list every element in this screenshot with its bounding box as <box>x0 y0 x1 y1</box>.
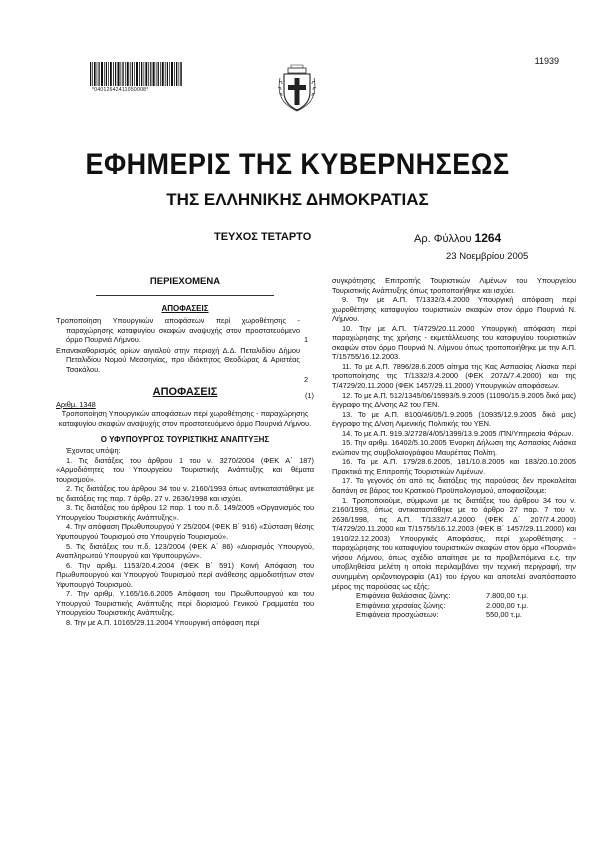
area-row <box>332 610 576 620</box>
area-row <box>332 601 576 611</box>
sheet-number-label: Αρ. Φύλλου <box>414 233 472 245</box>
considerand-item: συγκρότησης Επιτροπής Τουριστικών Λιμένων του Υπουργείου Τουριστικής Ανάπτυξης όπως τροποποιήθηκε και ισχύει. <box>332 276 576 295</box>
contents-section-heading: ΑΠΟΦΑΣΕΙΣ <box>161 303 209 313</box>
area-label: Επιφάνεια χερσαίας ζώνης: <box>356 600 446 610</box>
sheet-number <box>414 231 501 245</box>
considerand-item: 6. Την αριθμ. 1153/20.4.2004 (ΦΕΚ Β΄ 591) Κοινή Απόφαση του Πρωθυπουργού και Υπουργού Τουρισμού περί ανάθεσης αρμοδιοτήτων στον Υφυπουργό Τουρισμού. <box>56 560 314 589</box>
considerand-item: 8. Την με Α.Π. 10165/29.11.2004 Υπουργική απόφαση περί <box>66 617 260 627</box>
considerand-item: 3. Τις διατάξεις του άρθρου 12 παρ. 1 του π.δ. 149/2005 «Οργανισμός του Υπουργείου Τουριστικής Ανάπτυξης». <box>56 503 314 522</box>
issue-label: ΤΕΥΧΟΣ ΤΕΤΑΡΤΟ <box>214 231 312 243</box>
gazette-subtitle: ΤΗΣ ΕΛΛΗΝΙΚΗΣ ΔΗΜΟΚΡΑΤΙΑΣ <box>166 190 429 209</box>
area-value: 2.000,00 τ.μ. <box>486 600 529 610</box>
considerand-item: 10. Την με Α.Π. Τ/4729/20.11.2000 Υπουργική απόφαση περί παραχώρησης της χρήσης - εκμετάλλευσης του καταφυγίου τουριστικών σκαφών στον όρμο Πουρνιά Ν. Λήμνου όπως τροποποιήθηκε με την Α.Π. Τ/15755/16.12.2003. <box>332 323 576 362</box>
area-label: Επιφάνεια θαλάσσιας ζώνης: <box>356 591 451 601</box>
decision-intro: Έχοντας υπόψη: <box>66 446 121 456</box>
decisions-heading-text: ΑΠΟΦΑΣΕΙΣ <box>152 386 218 399</box>
area-value: 550,00 τ.μ. <box>486 610 522 620</box>
left-column <box>56 276 314 628</box>
contents-heading: ΠΕΡΙΕΧΟΜΕΝΑ <box>149 276 221 287</box>
considerand-item: 11. Το με Α.Π. 7896/28.6.2005 αίτημα της Κας Ασπασίας Λίασκα περί τροποποίησης της Τ/1332/3.4.2000 (ΦΕΚ 207Δ/7.4.2000) και της Τ/4729/20.11.2000 (ΦΕΚ 1457/29.11.2000) Υπουργικών αποφάσεων. <box>332 361 576 391</box>
contents-item: Τροποποίηση Υπουργικών αποφάσεων περί χωροθέτησης - παραχώρησης καταφυγίου σκαφών αναψυχής στον προστατευόμενο όρμο Πουρνιά Λήμνου. 1 <box>56 316 314 345</box>
decision-authority: Ο ΥΦΥΠΟΥΡΓΟΣ ΤΟΥΡΙΣΤΙΚΗΣ ΑΝΑΠΤΥΞΗΣ <box>100 434 270 444</box>
considerand-item: 1. Τις διατάξεις του άρθρου 1 του ν. 3270/2004 (ΦΕΚ Α΄ 187) «Αρμοδιότητες του Υπουργείου Τουριστικής Ανάπτυξης και θέματα τουρισμού». <box>56 455 314 484</box>
decision-ref: Αριθμ. 1348 <box>56 399 96 409</box>
issue-date: 23 Νοεμβρίου 2005 <box>446 251 529 262</box>
right-column <box>332 276 576 620</box>
considerand-item: 9. Την με Α.Π. Τ/1332/3.4.2000 Υπουργική απόφαση περί χωροθέτησης καταφυγίου τουριστικών σκαφών στον όρμο Πουρνιά Ν. Λήμνου. <box>332 295 576 324</box>
considerand-item: 14. Το με Α.Π. 919.3/2728/4/05/1399/13.9.2005 /ΠΝ/Υπηρεσία Φάρων. <box>342 428 574 438</box>
decision-article: 1. Τροποποιούμε, σύμφωνα με τις διατάξεις του άρθρου 34 του ν. 2160/1993, όπως αντικαταστάθηκε με το άρθρο 27 παρ. 7 του ν. 2636/1998, τις Α.Π. Τ/1332/7.4.2000 (ΦΕΚ Δ΄ 207/7.4.2000) Τ/4729/20.11.2000 και Τ/15755/16.12.2003 (ΦΕΚ Β΄ 1457/29.11.2000) και 1910/22.12.2003) Υπουργικές Αποφάσεις, περί χωροθέτησης - παραχώρησης του καταφυγίου τουριστικών σκαφών στον όρμο «Πουρνιά» νήσου Λήμνου, όπως σχέδιο απαίτησε με τα προβλεπόμενα ε.ς. την υποβληθείσα μελέτη η οποία περιλαμβάνει την τεχνική περιγραφή, την συνημμένη οριζοντιογραφία (Α1) του έργου και αποτελεί αναπόσπαστο μέρος της παρούσας ως εξής: <box>332 495 576 591</box>
decision-subject: Τροποποίηση Υπουργικών αποφάσεων περί χωροθέτησης - παραχώρησης καταφυγίου σκαφών αναψυχής στον προστατευόμενο όρμο Πουρνιά Λήμνου. <box>58 409 312 429</box>
considerand-item: 16. Τα με Α.Π. 179/28.6.2005, 181/10.8.2005 και 183/20.10.2005 Πρακτικά της Επιτροπής Τουριστικών Λιμένων. <box>332 457 576 476</box>
sheet-number-value: 1264 <box>474 231 502 245</box>
divider <box>96 295 274 296</box>
considerand-item: 17. Το γεγονός ότι από τις διατάξεις της παρούσας δεν προκαλείται δαπάνη σε βάρος του Κρατικού Προϋπολογισμού, αποφασίζουμε: <box>332 476 576 496</box>
considerand-item: 4. Την απόφαση Πρωθυπουργού Υ 25/2004 (ΦΕΚ Β΄ 916) «Σύσταση θέσης Υφυπουργού Τουρισμού στο Υπουργείο Τουρισμού». <box>56 522 314 542</box>
contents-item: Επανακαθορισμός ορίων αιγιαλού στην περιοχή Δ.Δ. Πεταλιδίου Δήμου Πεταλιδίου Νομού Μεσσηνίας, προ ιδιόκτητος Θεοδώρας & Αριστέας Τσακάλου. 2 <box>56 346 314 375</box>
decisions-heading <box>56 386 314 401</box>
page-number: 11939 <box>534 56 559 66</box>
barcode-number: *04012642411050008* <box>92 87 149 93</box>
considerand-item: 5. Τις διατάξεις του π.δ. 123/2004 (ΦΕΚ Α΄ 86) «Διορισμός Υπουργού, Αναπληρωτού Υπουργού και Υφυπουργών». <box>56 541 314 561</box>
decision-number: (1) <box>304 391 314 401</box>
considerand-item: 7. Την αριθμ. Υ.165/16.6.2005 Απόφαση του Πρωθυπουργού και του Υπουργού Τουριστικής Ανάπτυξης περί διορισμού Γενικού Γραμματέα του Υπουργείου Τουριστικής Ανάπτυξης. <box>56 589 314 618</box>
considerand-item: 15. Την αριθμ. 16402/5.10.2005 Ένορκη Δήλωση της Ασπασίας Λιάσκα ενώπιον της συμβολαιογράφου Μαυρέττας Πολίτη. <box>332 438 576 457</box>
gazette-title: ΕΦΗΜΕΡΙΣ ΤΗΣ ΚΥΒΕΡΝΗΣΕΩΣ <box>85 148 510 181</box>
area-value: 7.800,00 τ.μ. <box>486 591 529 601</box>
considerand-item: 13. Το με Α.Π. 8100/46/05/1.9.2005 (10935/12.9.2005 δικό μας) έγγραφο της Δ/νση Λιμενικής Πολιτικής του ΥΕΝ. <box>332 409 576 429</box>
contents-item-text: Τροποποίηση Υπουργικών αποφάσεων περί χωροθέτησης - παραχώρησης καταφυγίου σκαφών αναψυχής στον προστατευόμενο όρμο Πουρνιά Λήμνου. <box>56 316 300 345</box>
area-label: Επιφάνεια προσχώσεων: <box>356 610 439 620</box>
considerand-item: 12. Το με Α.Π. 512/1345/06/15993/5.9.2005 (11090/15.9.2005 δικό μας) έγγραφο της Δ/νσης Α2 του ΓΕΝ. <box>332 390 576 410</box>
barcode-icon <box>90 62 182 86</box>
coat-of-arms-icon <box>276 64 318 112</box>
contents-item-text: Επανακαθορισμός ορίων αιγιαλού στην περιοχή Δ.Δ. Πεταλιδίου Δήμου Πεταλιδίου Νομού Μεσσηνίας, προ ιδιόκτητος Θεοδώρας & Αριστέας Τσακάλου. <box>56 345 300 374</box>
area-row <box>332 591 576 601</box>
considerand-item: 2. Τις διατάξεις του άρθρου 34 του ν. 2160/1993 όπως αντικαταστάθηκε με τις διατάξεις της παρ. 7 άρθρ. 27 ν. 2636/1998 και ισχύει. <box>56 484 314 503</box>
